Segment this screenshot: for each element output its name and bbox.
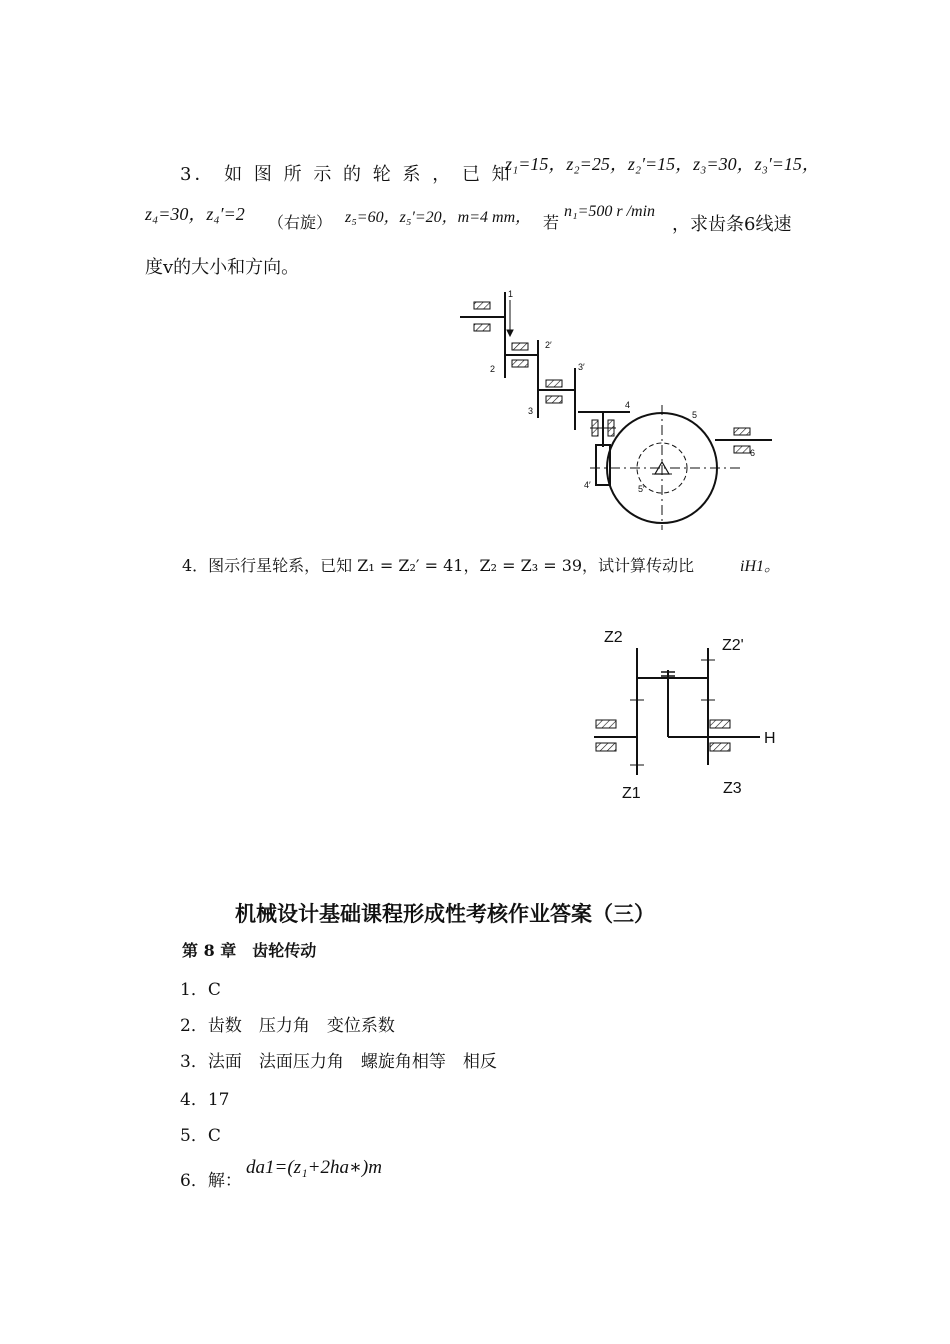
problem4-text: 4．图示行星轮系，已知 Z₁ = Z₂′ = 41，Z₂ = Z₃ = 39，试计算传动比 [182,556,695,575]
fig4-label-z1: Z1 [622,785,641,802]
problem3-line2-ruo: 若 [543,213,560,232]
answer-item-3: 3．法面 法面压力角 螺旋角相等 相反 [180,1052,497,1072]
fig4-label-h: H [764,730,776,747]
fig3-label-3p: 3′ [578,362,585,372]
fig3-label-5p: 5′ [638,484,645,494]
fig3-label-5: 5 [692,410,698,420]
answer-item-1: 1．C [180,980,221,1000]
problem3-line2-tail: ，求齿条6线速 [672,214,792,235]
problem3-line1-formula: z₁=15，z₂=25，z₂′=15，z₃=30，z₃′=15， [505,154,820,174]
fig3-label-2: 2 [490,364,496,374]
problem4-ratio: iH1。 [740,558,781,575]
fig3-label-6: 6 [750,448,756,458]
fig4-label-z2: Z2 [604,629,623,646]
fig3-label-4p: 4′ [584,480,591,490]
answer-item-5: 5．C [180,1126,221,1146]
answer-item-6-prefix: 6．解： [180,1171,242,1191]
answer-item-2: 2．齿数 压力角 变位系数 [180,1016,395,1036]
problem3-line2-formula-a: z₄=30，z₄′=2 [145,204,245,224]
answer-item-6-formula: da1=(z₁+2ha∗)m [246,1157,382,1178]
fig3-label-2p: 2′ [545,340,552,350]
problem3-line1-intro: 3． 如 图 所 示 的 轮 系 ， 已 知 [180,164,513,185]
fig4-label-z3: Z3 [723,780,742,797]
fig3-label-3: 3 [528,406,534,416]
answer-item-4: 4．17 [180,1090,230,1110]
fig3-label-4: 4 [625,400,631,410]
problem3-line2-note: （右旋） [268,213,333,232]
problem4-planetary-diagram [594,648,760,775]
problem3-line2-formula-c: n₁=500 r /min [564,203,656,220]
fig4-label-z2p: Z2' [722,637,744,654]
problem3-line3: 度v的大小和方向。 [145,257,300,278]
fig3-label-1: 1 [508,289,514,299]
chapter-heading: 第 8 章 齿轮传动 [182,941,317,960]
answer-section-title: 机械设计基础课程形成性考核作业答案（三） [235,901,655,926]
problem3-line2-formula-b: z₅=60，z₅′=20，m=4 mm， [345,209,532,226]
